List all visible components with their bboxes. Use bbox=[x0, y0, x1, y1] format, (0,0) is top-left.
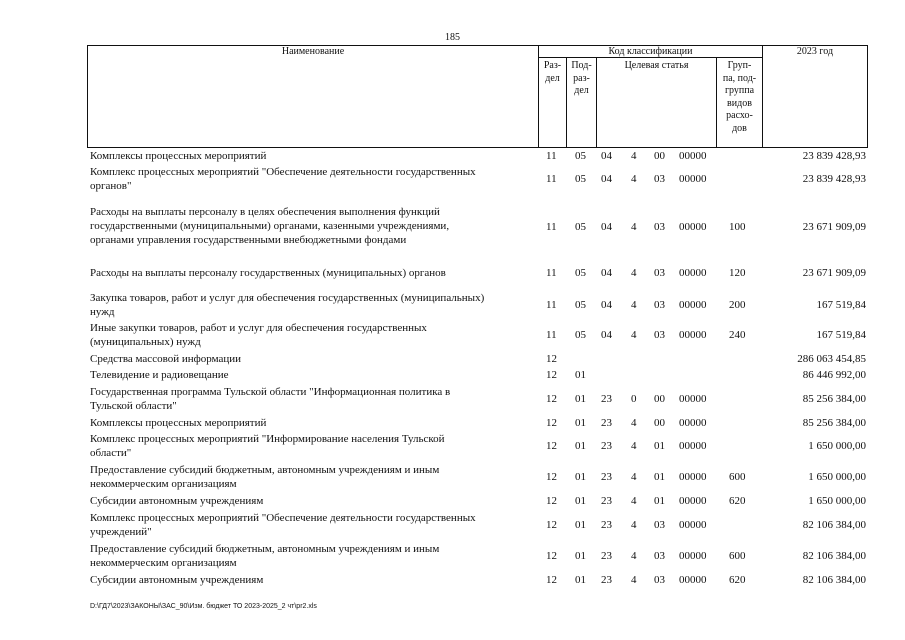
row-razdel: 11 bbox=[546, 150, 557, 162]
row-expense-type: 620 bbox=[729, 574, 746, 586]
row-target-program: 04 bbox=[601, 329, 612, 341]
row-amount: 1 650 000,00 bbox=[808, 471, 866, 483]
row-target-direction: 00000 bbox=[679, 393, 707, 405]
row-podrazdel: 01 bbox=[575, 393, 586, 405]
row-target-program: 04 bbox=[601, 221, 612, 233]
row-target-subtype: 03 bbox=[654, 329, 665, 341]
row-target-direction: 00000 bbox=[679, 417, 707, 429]
row-target-direction: 00000 bbox=[679, 519, 707, 531]
table-row bbox=[88, 352, 868, 366]
row-target-subtype: 03 bbox=[654, 519, 665, 531]
header-year: 2023 год bbox=[796, 46, 834, 57]
row-razdel: 12 bbox=[546, 471, 557, 483]
row-target-program: 04 bbox=[601, 299, 612, 311]
table-row bbox=[88, 462, 868, 492]
row-target-type: 4 bbox=[631, 173, 637, 185]
row-podrazdel: 01 bbox=[575, 519, 586, 531]
row-target-program: 23 bbox=[601, 417, 612, 429]
row-name: Комплексы процессных мероприятий bbox=[90, 417, 267, 429]
row-target-type: 4 bbox=[631, 221, 637, 233]
table-row bbox=[88, 494, 868, 508]
row-amount: 82 106 384,00 bbox=[802, 574, 866, 586]
row-name: Телевидение и радиовещание bbox=[90, 369, 229, 381]
header-group: Груп- па, под- группа видов расхо- дов bbox=[722, 60, 757, 134]
row-target-subtype: 03 bbox=[654, 221, 665, 233]
row-target-subtype: 00 bbox=[654, 150, 665, 162]
row-razdel: 12 bbox=[546, 417, 557, 429]
row-razdel: 11 bbox=[546, 329, 557, 341]
row-podrazdel: 05 bbox=[575, 267, 586, 279]
row-amount: 1 650 000,00 bbox=[808, 495, 866, 507]
row-target-direction: 00000 bbox=[679, 440, 707, 452]
row-amount: 23 839 428,93 bbox=[802, 173, 866, 185]
row-razdel: 12 bbox=[546, 369, 557, 381]
table-row bbox=[88, 290, 868, 320]
table-row bbox=[88, 164, 868, 194]
row-target-program: 23 bbox=[601, 393, 612, 405]
row-razdel: 11 bbox=[546, 299, 557, 311]
row-expense-type: 600 bbox=[729, 471, 746, 483]
table-row bbox=[88, 431, 868, 461]
row-amount: 167 519,84 bbox=[816, 299, 866, 311]
row-target-program: 23 bbox=[601, 495, 612, 507]
row-target-program: 23 bbox=[601, 550, 612, 562]
row-razdel: 12 bbox=[546, 440, 557, 452]
table-row bbox=[88, 203, 868, 251]
table-row bbox=[88, 384, 868, 414]
row-target-direction: 00000 bbox=[679, 221, 707, 233]
row-amount: 86 446 992,00 bbox=[802, 369, 866, 381]
row-razdel: 12 bbox=[546, 550, 557, 562]
table-row bbox=[88, 573, 868, 587]
row-target-type: 4 bbox=[631, 471, 637, 483]
row-target-program: 04 bbox=[601, 173, 612, 185]
row-target-type: 4 bbox=[631, 150, 637, 162]
row-podrazdel: 05 bbox=[575, 299, 586, 311]
row-amount: 1 650 000,00 bbox=[808, 440, 866, 452]
header-code: Код классификации bbox=[608, 46, 693, 57]
row-name: Субсидии автономным учреждениям bbox=[90, 574, 264, 586]
row-name: Закупка товаров, работ и услуг для обеспечения государственных (муниципальных) нужд bbox=[90, 292, 485, 318]
row-target-type: 4 bbox=[631, 440, 637, 452]
row-amount: 23 671 909,09 bbox=[802, 267, 866, 279]
row-podrazdel: 05 bbox=[575, 150, 586, 162]
row-expense-type: 100 bbox=[729, 221, 746, 233]
row-target-subtype: 01 bbox=[654, 440, 665, 452]
row-name: Расходы на выплаты персоналу государственных (муниципальных) органов bbox=[90, 267, 446, 279]
table-row bbox=[88, 320, 868, 350]
row-target-type: 4 bbox=[631, 329, 637, 341]
page-number: 185 bbox=[445, 32, 460, 43]
row-target-type: 4 bbox=[631, 550, 637, 562]
row-name: Комплекс процессных мероприятий "Обеспечение деятельности государственных учреждений" bbox=[90, 512, 476, 538]
row-target-subtype: 03 bbox=[654, 173, 665, 185]
row-razdel: 12 bbox=[546, 574, 557, 586]
row-amount: 23 839 428,93 bbox=[802, 150, 866, 162]
row-target-subtype: 03 bbox=[654, 267, 665, 279]
row-target-subtype: 01 bbox=[654, 495, 665, 507]
row-target-direction: 00000 bbox=[679, 495, 707, 507]
row-expense-type: 600 bbox=[729, 550, 746, 562]
row-podrazdel: 01 bbox=[575, 440, 586, 452]
table-row bbox=[88, 149, 868, 163]
row-podrazdel: 01 bbox=[575, 495, 586, 507]
row-target-subtype: 00 bbox=[654, 393, 665, 405]
header-year-cell bbox=[762, 45, 868, 148]
row-target-program: 23 bbox=[601, 471, 612, 483]
row-razdel: 12 bbox=[546, 495, 557, 507]
header-target: Целевая статья bbox=[624, 60, 689, 71]
row-target-direction: 00000 bbox=[679, 173, 707, 185]
row-target-type: 4 bbox=[631, 299, 637, 311]
row-name: Расходы на выплаты персоналу в целях обеспечения выполнения функций государственными (муниципальными) органами, казенными учреждениями, органами управления государственными внебюджетными фондами bbox=[90, 206, 450, 246]
row-podrazdel: 05 bbox=[575, 221, 586, 233]
header-name: Наименование bbox=[281, 46, 345, 57]
row-target-program: 04 bbox=[601, 150, 612, 162]
row-target-type: 4 bbox=[631, 574, 637, 586]
row-name: Субсидии автономным учреждениям bbox=[90, 495, 264, 507]
row-target-program: 04 bbox=[601, 267, 612, 279]
file-path-footer: D:\ГД7\2023\ЗАКОНЫ\ЗАС_90\Изм. бюджет ТО 2023-2025_2 чт\pr2.xls bbox=[90, 603, 317, 610]
row-target-direction: 00000 bbox=[679, 329, 707, 341]
row-name: Предоставление субсидий бюджетным, автономным учреждениям и иным некоммерческим организациям bbox=[90, 464, 440, 490]
row-name: Предоставление субсидий бюджетным, автономным учреждениям и иным некоммерческим организациям bbox=[90, 543, 440, 569]
row-razdel: 12 bbox=[546, 393, 557, 405]
row-podrazdel: 01 bbox=[575, 574, 586, 586]
row-target-direction: 00000 bbox=[679, 550, 707, 562]
row-podrazdel: 01 bbox=[575, 369, 586, 381]
row-target-program: 23 bbox=[601, 440, 612, 452]
row-name: Иные закупки товаров, работ и услуг для обеспечения государственных (муниципальных) нужд bbox=[90, 322, 427, 348]
row-target-type: 4 bbox=[631, 417, 637, 429]
row-target-type: 4 bbox=[631, 519, 637, 531]
table-row bbox=[88, 266, 868, 280]
row-target-direction: 00000 bbox=[679, 574, 707, 586]
row-name: Комплексы процессных мероприятий bbox=[90, 150, 267, 162]
row-podrazdel: 01 bbox=[575, 417, 586, 429]
header-name-cell bbox=[87, 45, 539, 148]
row-podrazdel: 05 bbox=[575, 329, 586, 341]
row-target-subtype: 03 bbox=[654, 574, 665, 586]
row-name: Государственная программа Тульской области "Информационная политика в Тульской области" bbox=[90, 386, 451, 412]
row-amount: 85 256 384,00 bbox=[802, 393, 866, 405]
row-podrazdel: 01 bbox=[575, 471, 586, 483]
row-target-subtype: 03 bbox=[654, 299, 665, 311]
row-razdel: 11 bbox=[546, 221, 557, 233]
row-razdel: 11 bbox=[546, 267, 557, 279]
row-target-subtype: 00 bbox=[654, 417, 665, 429]
row-expense-type: 200 bbox=[729, 299, 746, 311]
row-target-subtype: 03 bbox=[654, 550, 665, 562]
row-target-type: 4 bbox=[631, 495, 637, 507]
row-razdel: 12 bbox=[546, 519, 557, 531]
table-row bbox=[88, 368, 868, 382]
row-name: Комплекс процессных мероприятий "Информирование населения Тульской области" bbox=[90, 433, 445, 459]
row-amount: 23 671 909,09 bbox=[802, 221, 866, 233]
row-target-type: 0 bbox=[631, 393, 637, 405]
table-row bbox=[88, 541, 868, 571]
row-name: Комплекс процессных мероприятий "Обеспечение деятельности государственных органов" bbox=[90, 166, 476, 192]
row-podrazdel: 01 bbox=[575, 550, 586, 562]
row-amount: 167 519,84 bbox=[816, 329, 866, 341]
table-row bbox=[88, 510, 868, 540]
row-target-direction: 00000 bbox=[679, 267, 707, 279]
header-podrazdel: Под- раз- дел bbox=[571, 60, 592, 96]
row-amount: 82 106 384,00 bbox=[802, 550, 866, 562]
row-razdel: 11 bbox=[546, 173, 557, 185]
row-razdel: 12 bbox=[546, 353, 557, 365]
table-row bbox=[88, 416, 868, 430]
row-amount: 286 063 454,85 bbox=[797, 353, 866, 365]
row-amount: 82 106 384,00 bbox=[802, 519, 866, 531]
row-target-subtype: 01 bbox=[654, 471, 665, 483]
row-target-type: 4 bbox=[631, 267, 637, 279]
row-expense-type: 620 bbox=[729, 495, 746, 507]
header-razdel: Раз- дел bbox=[543, 60, 562, 84]
row-podrazdel: 05 bbox=[575, 173, 586, 185]
row-amount: 85 256 384,00 bbox=[802, 417, 866, 429]
row-expense-type: 240 bbox=[729, 329, 746, 341]
row-target-program: 23 bbox=[601, 574, 612, 586]
row-target-program: 23 bbox=[601, 519, 612, 531]
row-expense-type: 120 bbox=[729, 267, 746, 279]
row-target-direction: 00000 bbox=[679, 471, 707, 483]
row-target-direction: 00000 bbox=[679, 150, 707, 162]
row-target-direction: 00000 bbox=[679, 299, 707, 311]
row-name: Средства массовой информации bbox=[90, 353, 241, 365]
